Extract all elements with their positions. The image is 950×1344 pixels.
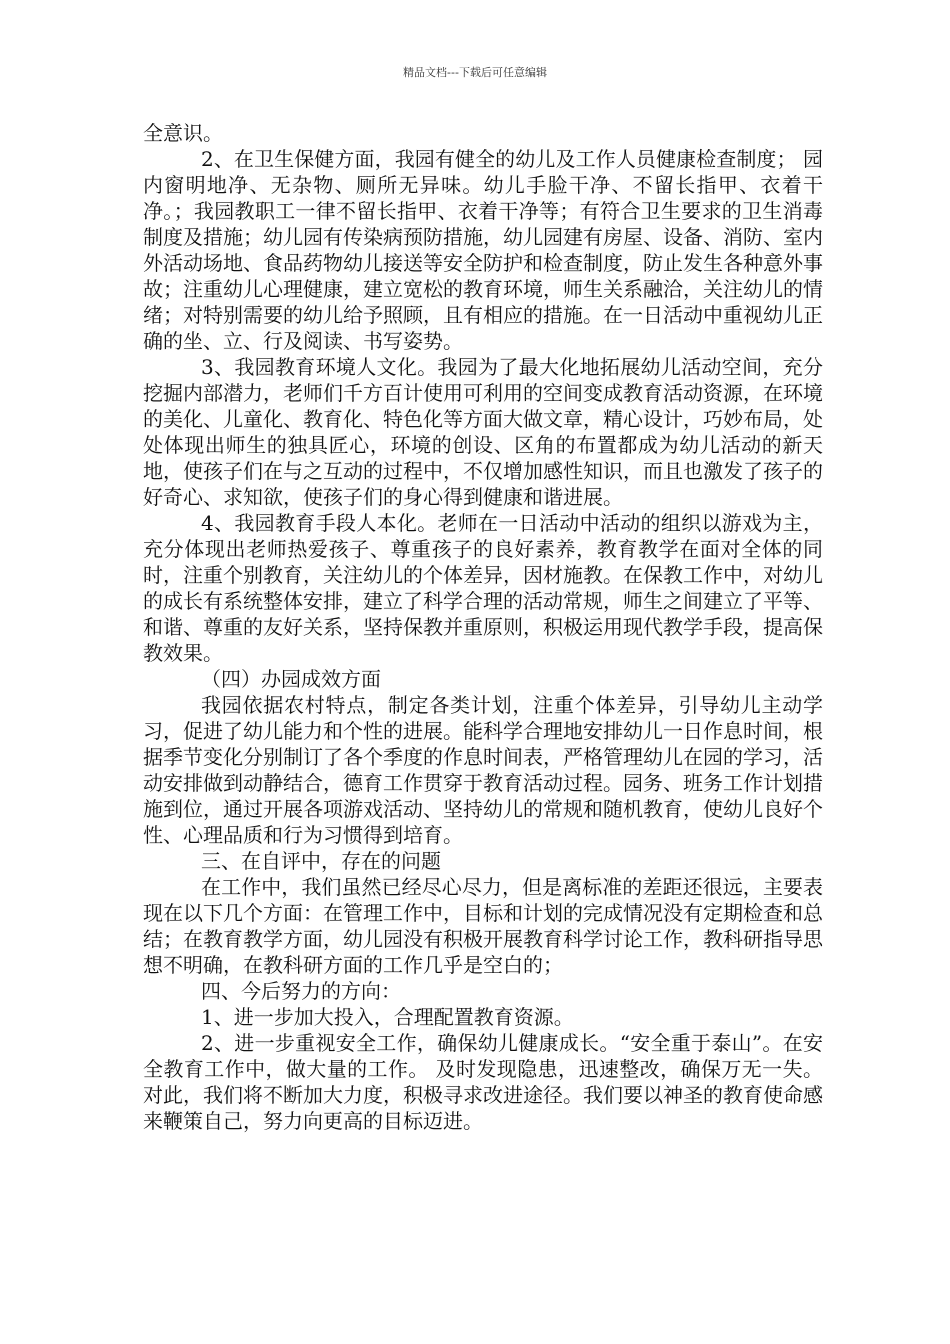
section-heading-4: （四）办园成效方面	[201, 667, 381, 691]
section-heading-future: 四、今后努力的方向：	[201, 979, 401, 1003]
paragraph-3: 3、我园教育环境人文化。我园为了最大化地拓展幼儿活动空间，充分挖掘内部潜力，老师们千方百计使用可利用的空间变成教育活动资源，在环境的美化、儿童化、教育化、特色化等方面大做文章，精心设计，巧妙布局，处处体现出师生的独具匠心，环境的创设、区角的布置都成为幼儿活动的新天地，使孩子们在与之互动的过程中，不仅增加感性知识，而且也激发了孩子的好奇心、求知欲，使孩子们的身心得到健康和谐进展。	[143, 355, 823, 509]
section-heading-problems: 三、在自评中，存在的问题	[201, 849, 441, 873]
paragraph-4: 4、我园教育手段人本化。老师在一日活动中活动的组织以游戏为主，充分体现出老师热爱孩子、尊重孩子的良好素养，教育教学在面对全体的同时，注重个别教育，关注幼儿的个体差异，因材施教。在保教工作中，对幼儿的成长有系统整体安排，建立了科学合理的活动常规，师生之间建立了平等、和谐、尊重的友好关系，坚持保教并重原则，积极运用现代教学手段，提高保教效果。	[143, 511, 823, 665]
paragraph-2: 2、在卫生保健方面，我园有健全的幼儿及工作人员健康检查制度； 园内窗明地净、无杂物、厕所无异味。幼儿手脸干净、不留长指甲、衣着干净。；我园教职工一律不留长指甲、衣着干净等；有符合卫生要求的卫生消毒制度及措施；幼儿园有传染病预防措施，幼儿园建有房屋、设备、消防、室内外活动场地、食品药物幼儿接送等安全防护和检查制度，防止发生各种意外事故；注重幼儿心理健康，建立宽松的教育环境，师生关系融洽，关注幼儿的情绪；对特别需要的幼儿给予照顾，且有相应的措施。在一日活动中重视幼儿正确的坐、立、行及阅读、书写姿势。	[143, 147, 823, 353]
paragraph-6: 在工作中，我们虽然已经尽心尽力，但是离标准的差距还很远，主要表现在以下几个方面：在管理工作中，目标和计划的完成情况没有定期检查和总结；在教育教学方面，幼儿园没有积极开展教育科学讨论工作，教科研指导思想不明确，在教科研方面的工作几乎是空白的；	[143, 875, 823, 977]
document-body	[143, 120, 823, 1134]
paragraph-1: 全意识。	[143, 121, 223, 145]
list-item-2: 2、进一步重视安全工作，确保幼儿健康成长。“安全重于泰山”。在安全教育工作中，做大量的工作。 及时发现隐患，迅速整改，确保万无一失。对此，我们将不断加大力度，积极寻求改进途径。我们要以神圣的教育使命感来鞭策自己，努力向更高的目标迈进。	[143, 1031, 823, 1133]
page-header: 精品文档---下载后可任意编辑	[403, 66, 547, 79]
list-item-1: 1、进一步加大投入，合理配置教育资源。	[201, 1005, 574, 1029]
paragraph-5: 我园依据农村特点，制定各类计划，注重个体差异，引导幼儿主动学习，促进了幼儿能力和个性的进展。能科学合理地安排幼儿一日作息时间，根据季节变化分别制订了各个季度的作息时间表，严格管理幼儿在园的学习，活动安排做到动静结合，德育工作贯穿于教育活动过程。园务、班务工作计划措施到位，通过开展各项游戏活动、坚持幼儿的常规和随机教育，使幼儿良好个性、心理品质和行为习惯得到培育。	[143, 693, 823, 847]
